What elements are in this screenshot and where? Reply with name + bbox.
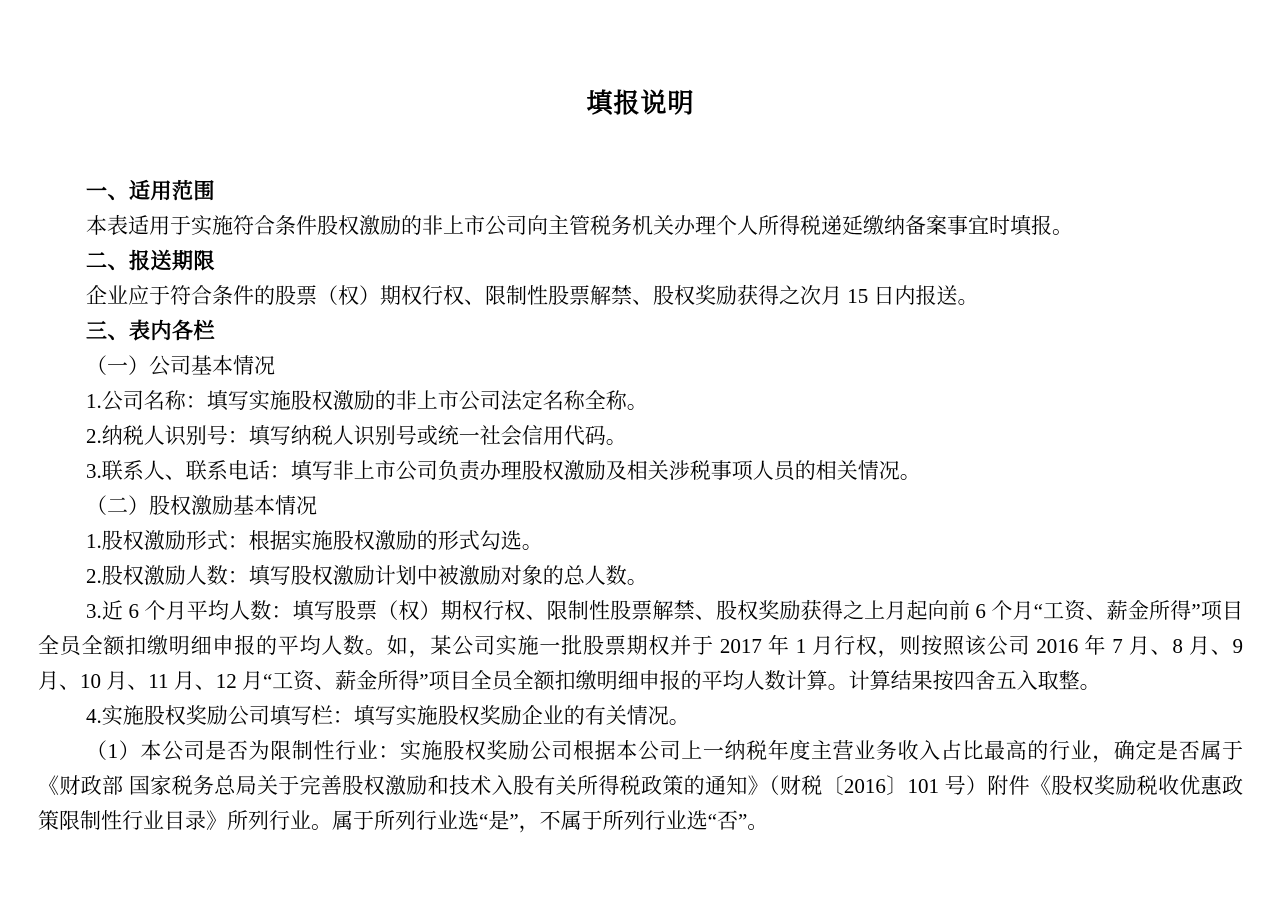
paragraph-restricted-industry: （1）本公司是否为限制性行业：实施股权奖励公司根据本公司上一纳税年度主营业务收入占比最高的行业，确定是否属于《财政部 国家税务总局关于完善股权激励和技术入股有关所得税政策的通知》（财税〔2016〕101 号）附件《股权奖励税收优惠政策限制性行业目录》所列行业。属于所列行业选“是”，不属于所列行业选“否”。 [38, 739, 1243, 833]
paragraph-incentive-form: 1.股权激励形式：根据实施股权激励的形式勾选。 [86, 529, 543, 553]
paragraph-six-month-average-headcount: 3.近 6 个月平均人数：填写股票（权）期权行权、限制性股票解禁、股权奖励获得之上月起向前 6 个月“工资、薪金所得”项目全员全额扣缴明细申报的平均人数。如，某公司实施一批股票期权并于 2017 年 1 月行权，则按照该公司 2016 年 7 月、8 月、9 月、10 月、11 月、12 月“工资、薪金所得”项目全员全额扣缴明细申报的平均人数计算。计算结果按四舍五入取整。 [38, 599, 1243, 693]
page-title: 填报说明 [586, 89, 695, 119]
paragraph-contact-info: 3.联系人、联系电话：填写非上市公司负责办理股权激励及相关涉税事项人员的相关情况。 [86, 459, 921, 483]
paragraph-company-name: 1.公司名称：填写实施股权激励的非上市公司法定名称全称。 [86, 389, 648, 413]
paragraph-submission-deadline: 企业应于符合条件的股票（权）期权行权、限制性股票解禁、股权奖励获得之次月 15 日内报送。 [86, 284, 979, 308]
section-heading-submission-deadline: 二、报送期限 [86, 249, 215, 273]
paragraph-taxpayer-id: 2.纳税人识别号：填写纳税人识别号或统一社会信用代码。 [86, 424, 627, 448]
section-heading-table-columns: 三、表内各栏 [86, 319, 215, 343]
paragraph-applicable-scope: 本表适用于实施符合条件股权激励的非上市公司向主管税务机关办理个人所得税递延缴纳备案事宜时填报。 [86, 214, 1073, 238]
paragraph-equity-award-company-column: 4.实施股权奖励公司填写栏：填写实施股权奖励企业的有关情况。 [86, 704, 690, 728]
subheading-company-basic-info: （一）公司基本情况 [86, 354, 275, 378]
subheading-equity-incentive-basic-info: （二）股权激励基本情况 [86, 494, 317, 518]
section-heading-applicable-scope: 一、适用范围 [86, 179, 215, 203]
paragraph-incentive-headcount: 2.股权激励人数：填写股权激励计划中被激励对象的总人数。 [86, 564, 648, 588]
